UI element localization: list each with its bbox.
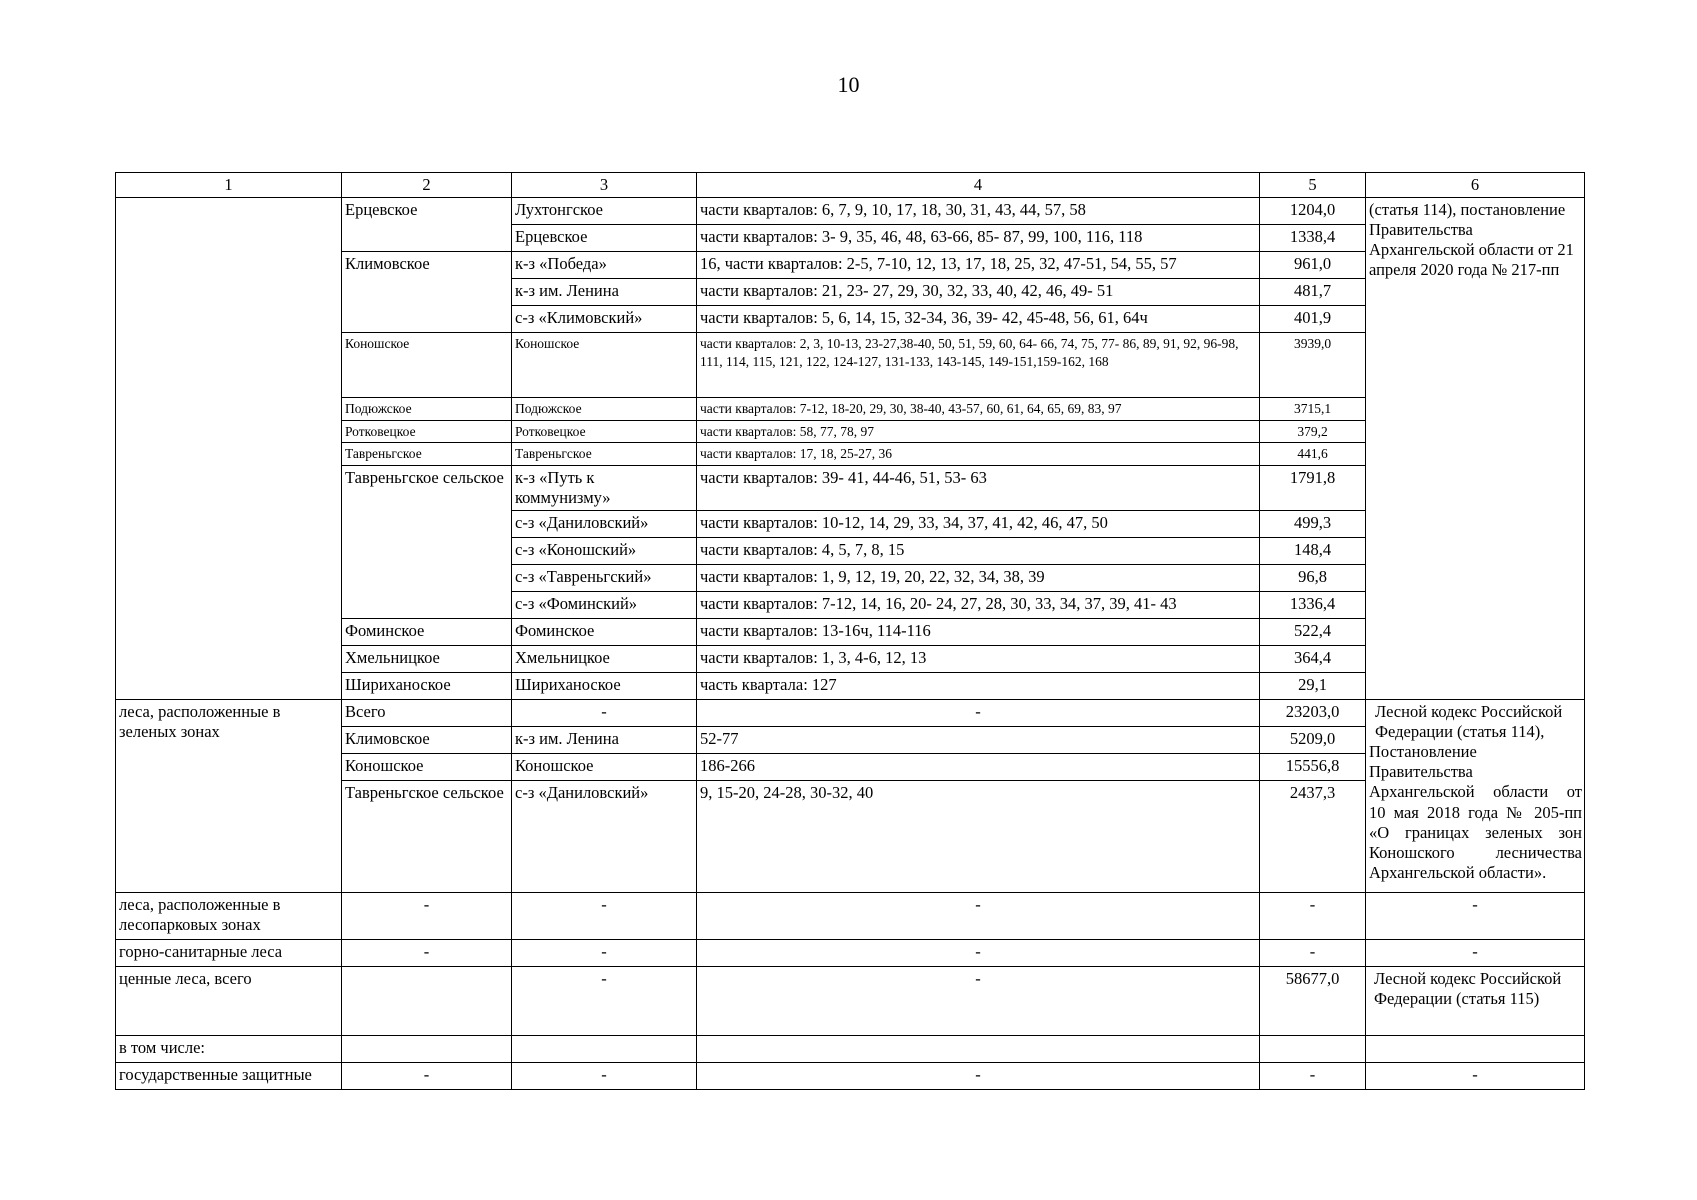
header-row bbox=[116, 173, 1585, 198]
quarters-cell: части кварталов: 13-16ч, 114-116 bbox=[697, 618, 1260, 645]
area-cell: 499,3 bbox=[1260, 510, 1366, 537]
page-number: 10 bbox=[837, 72, 860, 97]
quarters-cell: части кварталов: 7-12, 14, 16, 20- 24, 27, 28, 30, 33, 34, 37, 39, 41- 43 bbox=[697, 591, 1260, 618]
legal-basis-cell: - bbox=[1366, 892, 1585, 939]
area-cell: 3939,0 bbox=[1260, 333, 1366, 398]
table-row bbox=[116, 892, 1585, 939]
district-cell: с-з «Коношский» bbox=[512, 537, 697, 564]
table-row bbox=[116, 966, 1585, 1035]
quarters-cell: части кварталов: 4, 5, 7, 8, 15 bbox=[697, 537, 1260, 564]
header-cell: 2 bbox=[342, 173, 512, 198]
quarters-cell: части кварталов: 5, 6, 14, 15, 32-34, 36, 39- 42, 45-48, 56, 61, 64ч bbox=[697, 306, 1260, 333]
forestry-cell: Хмельницкое bbox=[342, 645, 512, 672]
quarters-cell: части кварталов: 3- 9, 35, 46, 48, 63-66, 85- 87, 99, 100, 116, 118 bbox=[697, 225, 1260, 252]
area-cell: 148,4 bbox=[1260, 537, 1366, 564]
table-row bbox=[116, 939, 1585, 966]
district-cell: - bbox=[512, 1062, 697, 1089]
quarters-cell: части кварталов: 10-12, 14, 29, 33, 34, 37, 41, 42, 46, 47, 50 bbox=[697, 510, 1260, 537]
header-cell: 6 bbox=[1366, 173, 1585, 198]
forestry-cell: Фоминское bbox=[342, 618, 512, 645]
category-cell: ценные леса, всего bbox=[116, 966, 342, 1035]
district-cell: Фоминское bbox=[512, 618, 697, 645]
area-cell: - bbox=[1260, 1062, 1366, 1089]
legal-basis-line: Правительства bbox=[1369, 762, 1473, 782]
legal-basis-cell bbox=[1366, 699, 1585, 892]
quarters-cell: части кварталов: 1, 3, 4-6, 12, 13 bbox=[697, 645, 1260, 672]
table-row bbox=[116, 1035, 1585, 1062]
district-cell: Коношское bbox=[512, 753, 697, 780]
forestry-cell: Климовское bbox=[342, 252, 512, 333]
header-cell: 5 bbox=[1260, 173, 1366, 198]
legal-basis-cell: Лесной кодекс Российской Федерации (статья 115) bbox=[1366, 966, 1585, 1035]
district-cell: с-з «Климовский» bbox=[512, 306, 697, 333]
area-cell: - bbox=[1260, 892, 1366, 939]
area-cell: 96,8 bbox=[1260, 564, 1366, 591]
district-cell: Ерцевское bbox=[512, 225, 697, 252]
empty-cell bbox=[1366, 1035, 1585, 1062]
district-cell: к-з им. Ленина bbox=[512, 726, 697, 753]
district-cell: Ротковецкое bbox=[512, 420, 697, 443]
category-cell: леса, расположенные в лесопарковых зонах bbox=[116, 892, 342, 939]
empty-cell bbox=[512, 1035, 697, 1062]
category-cell: государственные защитные bbox=[116, 1062, 342, 1089]
area-cell: - bbox=[1260, 939, 1366, 966]
category-cell: леса, расположенные в зеленых зонах bbox=[116, 699, 342, 892]
area-cell: 522,4 bbox=[1260, 618, 1366, 645]
district-cell: - bbox=[512, 699, 697, 726]
district-cell: Подюжское bbox=[512, 398, 697, 421]
table-row bbox=[116, 1062, 1585, 1089]
quarters-cell: части кварталов: 17, 18, 25-27, 36 bbox=[697, 443, 1260, 466]
forestry-cell: Ерцевское bbox=[342, 198, 512, 252]
district-cell: - bbox=[512, 892, 697, 939]
area-cell: 379,2 bbox=[1260, 420, 1366, 443]
area-cell: 1791,8 bbox=[1260, 465, 1366, 510]
district-cell: к-з «Путь к коммунизму» bbox=[512, 465, 697, 510]
legal-basis-line: Коношского лесничества bbox=[1369, 842, 1582, 862]
district-cell: Хмельницкое bbox=[512, 645, 697, 672]
quarters-cell: части кварталов: 2, 3, 10-13, 23-27,38-40, 50, 51, 59, 60, 64- 66, 74, 75, 77- 86, 89, 91, 92, 96-98, 111, 114, 115, 121, 122, 124-127, 131-133, 143-145, 149-151,159-162, 168 bbox=[697, 333, 1260, 398]
area-cell: 441,6 bbox=[1260, 443, 1366, 466]
quarters-cell: - bbox=[697, 939, 1260, 966]
district-cell: Лухтонгское bbox=[512, 198, 697, 225]
legal-basis-line: Постановление bbox=[1369, 742, 1477, 762]
area-cell: 5209,0 bbox=[1260, 726, 1366, 753]
district-cell: с-з «Даниловский» bbox=[512, 780, 697, 892]
quarters-cell: части кварталов: 58, 77, 78, 97 bbox=[697, 420, 1260, 443]
forestry-cell: Тавреньгское сельское bbox=[342, 780, 512, 892]
empty-cell bbox=[697, 1035, 1260, 1062]
district-cell: Коношское bbox=[512, 333, 697, 398]
area-cell: 1204,0 bbox=[1260, 198, 1366, 225]
forestry-cell: Подюжское bbox=[342, 398, 512, 421]
row-label-cell bbox=[116, 198, 342, 700]
district-cell: - bbox=[512, 939, 697, 966]
legal-basis-cell: - bbox=[1366, 939, 1585, 966]
forestry-cell: Ротковецкое bbox=[342, 420, 512, 443]
legal-basis-line: 10 мая 2018 года № 205-пп bbox=[1369, 802, 1582, 822]
forestry-cell: Тавреньгское сельское bbox=[342, 465, 512, 618]
area-cell: 1338,4 bbox=[1260, 225, 1366, 252]
table-row bbox=[116, 699, 1585, 726]
district-cell: к-з им. Ленина bbox=[512, 279, 697, 306]
quarters-cell: части кварталов: 6, 7, 9, 10, 17, 18, 30, 31, 43, 44, 57, 58 bbox=[697, 198, 1260, 225]
district-cell: к-з «Победа» bbox=[512, 252, 697, 279]
header-cell: 4 bbox=[697, 173, 1260, 198]
quarters-cell: части кварталов: 1, 9, 12, 19, 20, 22, 32, 34, 38, 39 bbox=[697, 564, 1260, 591]
quarters-cell: - bbox=[697, 1062, 1260, 1089]
quarters-cell: 52-77 bbox=[697, 726, 1260, 753]
quarters-cell: 16, части кварталов: 2-5, 7-10, 12, 13, 17, 18, 25, 32, 47-51, 54, 55, 57 bbox=[697, 252, 1260, 279]
empty-cell bbox=[342, 1035, 512, 1062]
forestry-cell: Всего bbox=[342, 699, 512, 726]
district-cell: с-з «Фоминский» bbox=[512, 591, 697, 618]
area-cell: 58677,0 bbox=[1260, 966, 1366, 1035]
area-cell: 29,1 bbox=[1260, 672, 1366, 699]
forestry-cell: Коношское bbox=[342, 753, 512, 780]
area-cell: 481,7 bbox=[1260, 279, 1366, 306]
legal-basis-line: Архангельской области от bbox=[1369, 782, 1582, 802]
category-cell: в том числе: bbox=[116, 1035, 342, 1062]
empty-cell bbox=[1260, 1035, 1366, 1062]
area-cell: 961,0 bbox=[1260, 252, 1366, 279]
forestry-cell bbox=[342, 966, 512, 1035]
quarters-cell: части кварталов: 7-12, 18-20, 29, 30, 38-40, 43-57, 60, 61, 64, 65, 69, 83, 97 bbox=[697, 398, 1260, 421]
header-cell: 3 bbox=[512, 173, 697, 198]
district-cell: Тавреньгское bbox=[512, 443, 697, 466]
area-cell: 401,9 bbox=[1260, 306, 1366, 333]
district-cell: - bbox=[512, 966, 697, 1035]
legal-basis-line: Архангельской области». bbox=[1369, 862, 1547, 882]
district-cell: с-з «Тавреньгский» bbox=[512, 564, 697, 591]
district-cell: Шириханоское bbox=[512, 672, 697, 699]
forestry-cell: Климовское bbox=[342, 726, 512, 753]
legal-basis-line: Лесной кодекс Российской bbox=[1375, 701, 1563, 721]
forestry-cell: - bbox=[342, 1062, 512, 1089]
legal-basis-line: «О границах зеленых зон bbox=[1369, 822, 1582, 842]
quarters-cell: 9, 15-20, 24-28, 30-32, 40 bbox=[697, 780, 1260, 892]
area-cell: 1336,4 bbox=[1260, 591, 1366, 618]
forestry-cell: Шириханоское bbox=[342, 672, 512, 699]
table-row bbox=[116, 198, 1585, 225]
forestry-cell: Коношское bbox=[342, 333, 512, 398]
quarters-cell: - bbox=[697, 699, 1260, 726]
legal-basis-line: Федерации (статья 114), bbox=[1375, 722, 1545, 742]
area-cell: 15556,8 bbox=[1260, 753, 1366, 780]
district-cell: с-з «Даниловский» bbox=[512, 510, 697, 537]
category-cell: горно-санитарные леса bbox=[116, 939, 342, 966]
area-cell: 23203,0 bbox=[1260, 699, 1366, 726]
quarters-cell: - bbox=[697, 966, 1260, 1035]
quarters-cell: 186-266 bbox=[697, 753, 1260, 780]
forest-table bbox=[115, 172, 1585, 1090]
area-cell: 3715,1 bbox=[1260, 398, 1366, 421]
quarters-cell: - bbox=[697, 892, 1260, 939]
forestry-cell: - bbox=[342, 939, 512, 966]
quarters-cell: части кварталов: 39- 41, 44-46, 51, 53- 63 bbox=[697, 465, 1260, 510]
area-cell: 2437,3 bbox=[1260, 780, 1366, 892]
forestry-cell: Тавреньгское bbox=[342, 443, 512, 466]
area-cell: 364,4 bbox=[1260, 645, 1366, 672]
legal-basis-cell: - bbox=[1366, 1062, 1585, 1089]
legal-basis-cell: (статья 114), постановление Правительства Архангельской области от 21 апреля 2020 года № 217-пп bbox=[1366, 198, 1585, 700]
quarters-cell: части кварталов: 21, 23- 27, 29, 30, 32, 33, 40, 42, 46, 49- 51 bbox=[697, 279, 1260, 306]
quarters-cell: часть квартала: 127 bbox=[697, 672, 1260, 699]
header-cell: 1 bbox=[116, 173, 342, 198]
forestry-cell: - bbox=[342, 892, 512, 939]
